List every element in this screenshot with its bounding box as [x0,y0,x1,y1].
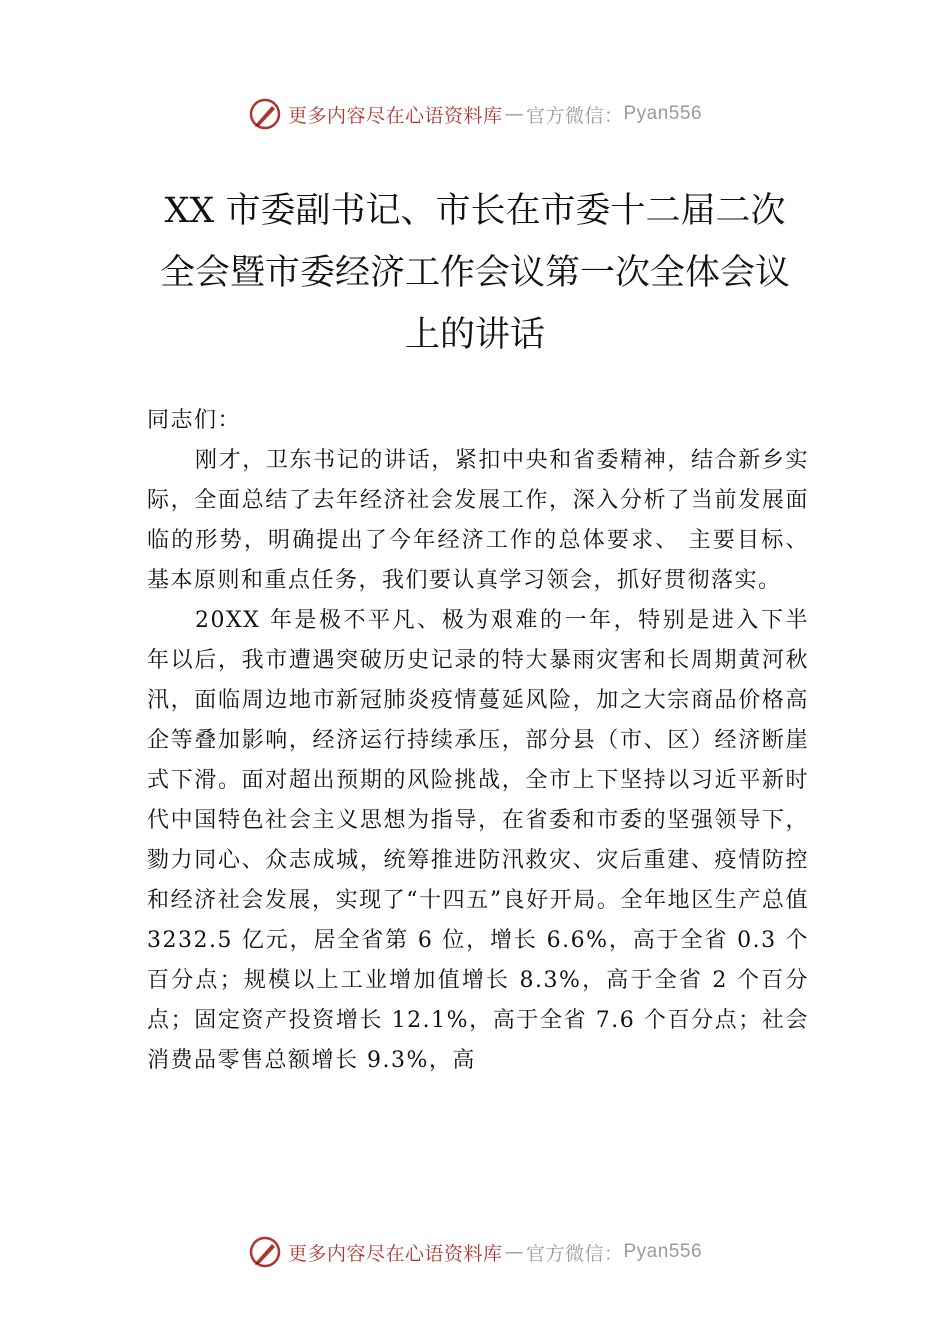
banner-dash: — [504,103,524,125]
banner-wechat-id: Pyan556 [623,1241,703,1262]
pen-circle-icon [248,1235,282,1269]
banner-dash: — [504,1241,524,1263]
banner-wechat-label: 官方微信： [525,104,624,127]
document-title [140,180,810,366]
header-banner [0,94,950,134]
pen-circle-icon [248,97,282,131]
footer-banner [0,1232,950,1272]
title-line: XX 市委副书记、市长在市委十二届二次 [164,191,786,231]
document-body [147,401,809,1081]
banner-wechat-label: 官方微信： [525,1242,624,1265]
paragraph: 20XX 年是极不平凡、极为艰难的一年，特别是进入下半年以后，我市遭遇突破历史记录的特大暴雨灾害和长周期黄河秋汛，面临周边地市新冠肺炎疫情蔓延风险，加之大宗商品价格高企等叠加影响，经济运行持续承压，部分县（市、区）经济断崖式下滑。面对超出预期的风险挑战，全市上下坚持以习近平新时代中国特色社会主义思想为指导，在省委和市委的坚强领导下，勠力同心、众志成城，统筹推进防汛救灾、灾后重建、疫情防控和经济社会发展，实现了“十四五”良好开局。全年地区生产总值 3232.5 亿元，居全省第 6 位，增长 6.6%，高于全省 0.3 个百分点；规模以上工业增加值增长 8.3%，高于全省 2 个百分点；固定资产投资增长 12.1%，高于全省 7.6 个百分点；社会消费品零售总额增长 9.3%，高 [147,608,809,1073]
title-line: 上的讲话 [404,315,545,355]
banner-wechat-id: Pyan556 [623,103,703,124]
salutation: 同志们： [147,408,242,433]
banner-text: 更多内容尽在心语资料库 [287,1242,503,1265]
paragraph: 刚才，卫东书记的讲话，紧扣中央和省委精神，结合新乡实际，全面总结了去年经济社会发展工作，深入分析了当前发展面临的形势，明确提出了今年经济工作的总体要求、 主要目标、基本原则和重点任务，我们要认真学习领会，抓好贯彻落实。 [147,448,809,593]
banner-text: 更多内容尽在心语资料库 [287,104,503,127]
title-line: 全会暨市委经济工作会议第一次全体会议 [159,253,790,293]
